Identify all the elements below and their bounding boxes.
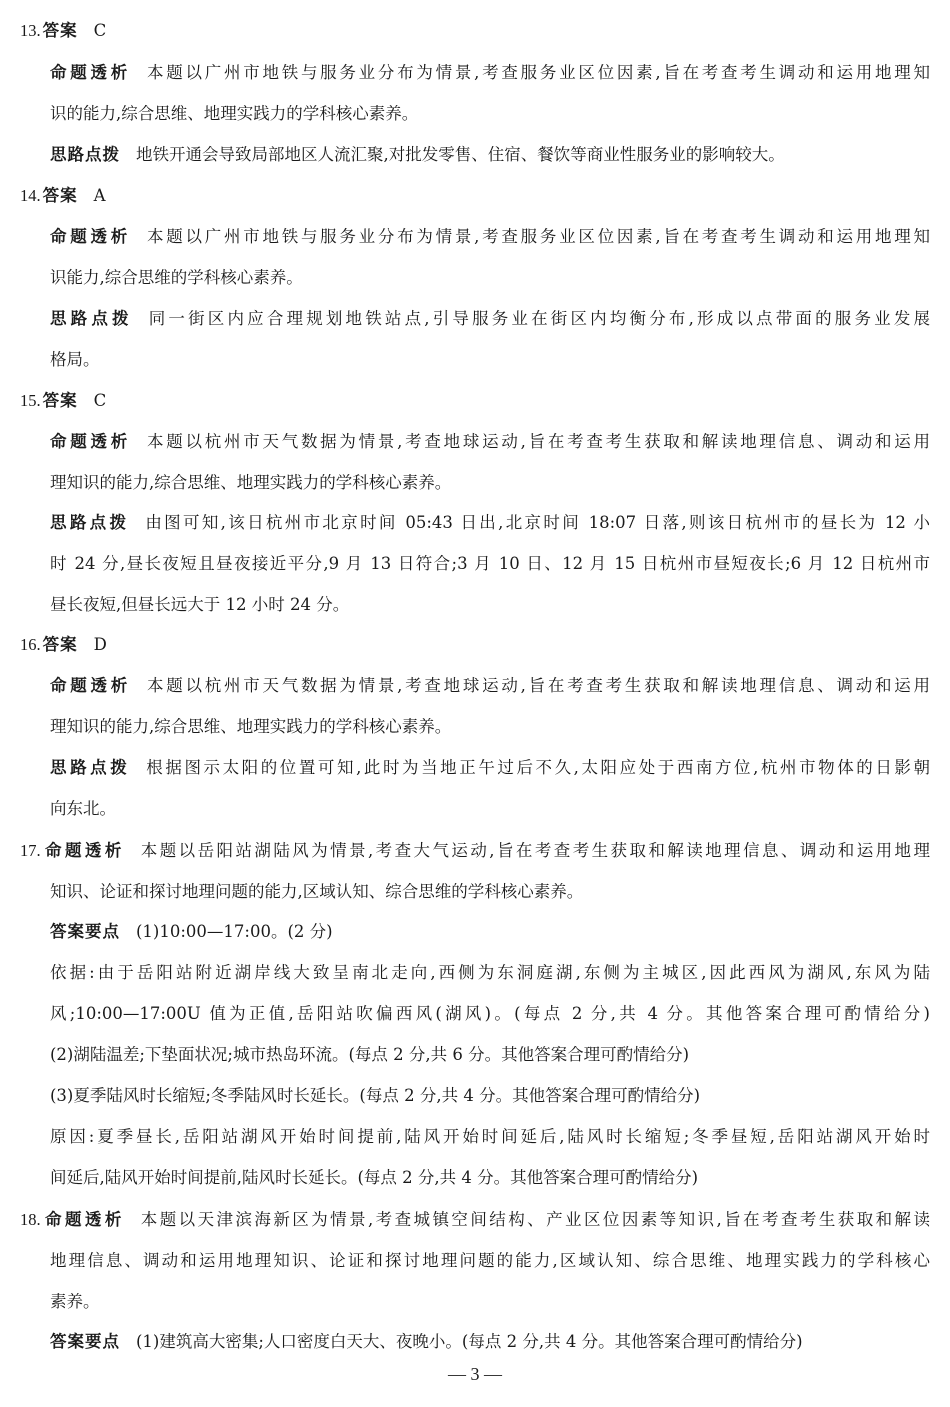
text-line	[50, 144, 930, 166]
line-text: 地铁开通会导致局部地区人流汇聚,对批发零售、住宿、餐饮等商业性服务业的影响较大。	[136, 145, 785, 164]
question-header-line	[20, 20, 930, 42]
question-header-line	[20, 1209, 930, 1231]
text-line	[50, 431, 930, 453]
section-label: 答案要点	[50, 922, 120, 941]
line-text: 本题以岳阳站湖陆风为情景,考查大气运动,旨在考查考生获取和解读地理信息、调动和运用地理	[140, 841, 930, 860]
line-text: C	[93, 391, 107, 410]
text-line	[50, 1291, 930, 1313]
section-label: 答案要点	[50, 1332, 120, 1351]
line-text: 风;10:00—17:00U 值为正值,岳阳站吹偏西风(湖风)。(每点 2 分,共 4 分。其他答案合理可酌情给分)	[50, 1004, 930, 1023]
line-text: 地理信息、调动和运用地理知识、论证和探讨地理问题的能力,区域认知、综合思维、地理实践力的学科核心	[50, 1251, 930, 1270]
line-text: (1)建筑高大密集;人口密度白天大、夜晚小。(每点 2 分,共 4 分。其他答案合理可酌情给分)	[136, 1332, 803, 1351]
section-label: 命题透析	[42, 841, 125, 860]
line-text: 间延后,陆风开始时间提前,陆风时长延长。(每点 2 分,共 4 分。其他答案合理可酌情给分)	[50, 1168, 699, 1187]
line-text: 本题以杭州市天气数据为情景,考查地球运动,旨在考查考生获取和解读地理信息、调动和运用	[146, 676, 930, 695]
text-line	[50, 103, 930, 125]
section-label: 命题透析	[50, 63, 131, 82]
question-header-line	[20, 390, 930, 412]
section-label: 思路点拨	[50, 145, 120, 164]
line-text: 依据:由于岳阳站附近湖岸线大致呈南北走向,西侧为东洞庭湖,东侧为主城区,因此西风为湖风,东风为陆	[50, 963, 930, 982]
line-text: C	[93, 21, 107, 40]
line-text: 理知识的能力,综合思维、地理实践力的学科核心素养。	[50, 717, 452, 736]
line-text: 格局。	[50, 350, 100, 369]
section-label: 命题透析	[50, 227, 131, 246]
line-text: 本题以杭州市天气数据为情景,考查地球运动,旨在考查考生获取和解读地理信息、调动和运用	[146, 432, 930, 451]
line-text: 素养。	[50, 1292, 100, 1311]
line-text: 理知识的能力,综合思维、地理实践力的学科核心素养。	[50, 473, 452, 492]
text-line	[50, 594, 930, 616]
text-line	[50, 512, 930, 534]
text-line	[50, 349, 930, 371]
question-header-line	[20, 840, 930, 862]
text-line	[50, 921, 930, 943]
section-label: 答案	[42, 186, 78, 205]
text-line	[50, 1250, 930, 1272]
question-number: 15.	[20, 391, 41, 410]
text-line	[50, 962, 930, 984]
text-line	[50, 472, 930, 494]
section-label: 答案	[42, 635, 78, 654]
line-text: 根据图示太阳的位置可知,此时为当地正午过后不久,太阳应处于西南方位,杭州市物体的日影朝	[146, 758, 930, 777]
line-text: A	[93, 186, 106, 205]
line-text: D	[93, 635, 107, 654]
section-label: 答案	[42, 391, 78, 410]
question-number: 17.	[20, 841, 41, 860]
question-header-line	[20, 634, 930, 656]
question-number: 14.	[20, 186, 41, 205]
text-line	[50, 1085, 930, 1107]
question-number: 13.	[20, 21, 41, 40]
line-text: 知识、论证和探讨地理问题的能力,区域认知、综合思维的学科核心素养。	[50, 882, 584, 901]
question-number: 18.	[20, 1210, 41, 1229]
text-line	[50, 881, 930, 903]
text-line	[50, 226, 930, 248]
text-line	[50, 675, 930, 697]
line-text: 本题以广州市地铁与服务业分布为情景,考查服务业区位因素,旨在考查考生调动和运用地理知	[146, 63, 930, 82]
text-line	[50, 1126, 930, 1148]
line-text: 时 24 分,昼长夜短且昼夜接近平分,9 月 13 日符合;3 月 10 日、12 月 15 日杭州市昼短夜长;6 月 12 日杭州市	[50, 554, 930, 573]
line-text: (3)夏季陆风时长缩短;冬季陆风时长延长。(每点 2 分,共 4 分。其他答案合理可酌情给分)	[50, 1086, 701, 1105]
line-text: 本题以广州市地铁与服务业分布为情景,考查服务业区位因素,旨在考查考生调动和运用地理知	[146, 227, 930, 246]
text-line	[50, 1003, 930, 1025]
section-label: 命题透析	[50, 432, 131, 451]
section-label: 答案	[42, 21, 78, 40]
line-text: (2)湖陆温差;下垫面状况;城市热岛环流。(每点 2 分,共 6 分。其他答案合理可酌情给分)	[50, 1045, 690, 1064]
question-number: 16.	[20, 635, 41, 654]
text-line	[50, 798, 930, 820]
line-text: 昼长夜短,但昼长远大于 12 小时 24 分。	[50, 595, 350, 614]
section-label: 思路点拨	[50, 309, 133, 328]
text-line	[50, 267, 930, 289]
section-label: 思路点拨	[50, 758, 131, 777]
section-label: 命题透析	[50, 676, 131, 695]
question-header-line	[20, 185, 930, 207]
line-text: 识的能力,综合思维、地理实践力的学科核心素养。	[50, 104, 419, 123]
line-text: 由图可知,该日杭州市北京时间 05:43 日出,北京时间 18:07 日落,则该日杭州市的昼长为 12 小	[145, 513, 930, 532]
text-line	[50, 757, 930, 779]
line-text: 本题以天津滨海新区为情景,考查城镇空间结构、产业区位因素等知识,旨在考查考生获取和解读	[140, 1210, 930, 1229]
line-text: 原因:夏季昼长,岳阳站湖风开始时间提前,陆风开始时间延后,陆风时长缩短;冬季昼短,岳阳站湖风开始时	[50, 1127, 930, 1146]
text-line	[50, 1331, 930, 1353]
text-line	[50, 553, 930, 575]
text-line	[50, 716, 930, 738]
text-line	[50, 1044, 930, 1066]
section-label: 命题透析	[42, 1210, 125, 1229]
text-line	[50, 1167, 930, 1189]
line-text: 同一街区内应合理规划地铁站点,引导服务业在街区内均衡分布,形成以点带面的服务业发展	[148, 309, 930, 328]
line-text: 向东北。	[50, 799, 116, 818]
section-label: 思路点拨	[50, 513, 130, 532]
line-text: (1)10:00—17:00。(2 分)	[136, 922, 333, 941]
line-text: 识能力,综合思维的学科核心素养。	[50, 268, 303, 287]
text-line	[50, 308, 930, 330]
text-line	[50, 62, 930, 84]
page-number: — 3 —	[448, 1364, 502, 1384]
